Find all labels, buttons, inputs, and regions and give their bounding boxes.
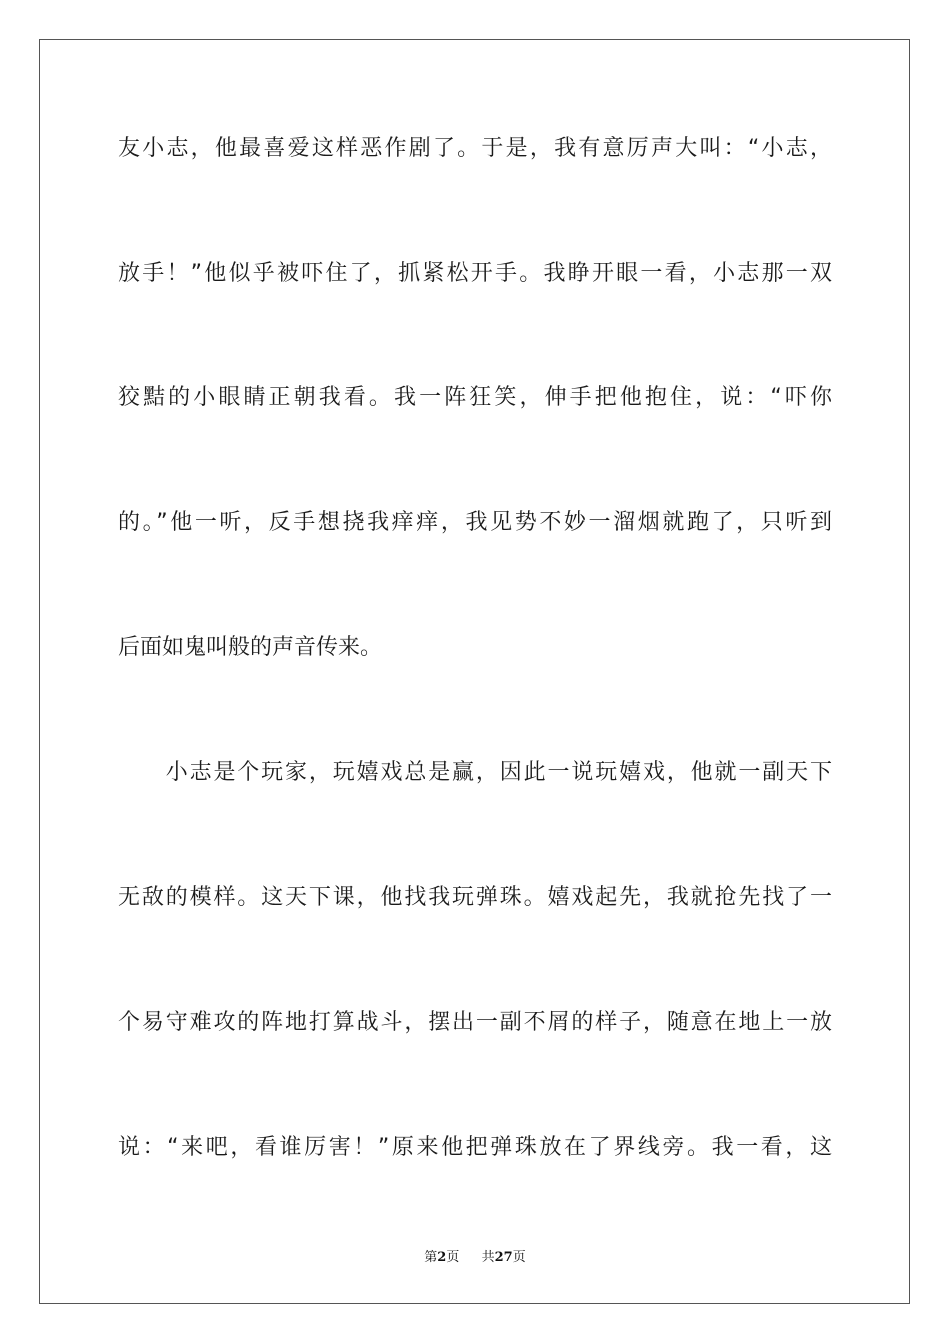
text-line-5: 后面如鬼叫般的声音传来。: [118, 635, 383, 660]
text-line-7: 无敌的模样。这天下课，他找我玩弹珠。嬉戏起先，我就抢先找了一: [118, 885, 832, 910]
page-footer: [0, 1246, 950, 1265]
text-line-9: 说：“来吧，看谁厉害！”原来他把弹珠放在了界线旁。我一看，这: [118, 1135, 832, 1160]
page-border: [39, 39, 910, 1304]
text-line-6: 小志是个玩家，玩嬉戏总是赢，因此一说玩嬉戏，他就一副天下: [118, 760, 832, 785]
total-pages: 共27页: [481, 1250, 526, 1265]
text-line-8: 个易守难攻的阵地打算战斗，摆出一副不屑的样子，随意在地上一放: [118, 1010, 832, 1035]
text-line-1: 友小志，他最喜爱这样恶作剧了。于是，我有意厉声大叫：“小志，: [118, 136, 832, 161]
text-line-4: 的。”他一听，反手想挠我痒痒，我见势不妙一溜烟就跑了，只听到: [118, 510, 832, 535]
text-line-3: 狡黠的小眼睛正朝我看。我一阵狂笑，伸手把他抱住，说：“吓你: [118, 385, 832, 410]
page-indicator: 第2页: [424, 1250, 460, 1265]
text-line-2: 放手！”他似乎被吓住了，抓紧松开手。我睁开眼一看，小志那一双: [118, 261, 832, 286]
